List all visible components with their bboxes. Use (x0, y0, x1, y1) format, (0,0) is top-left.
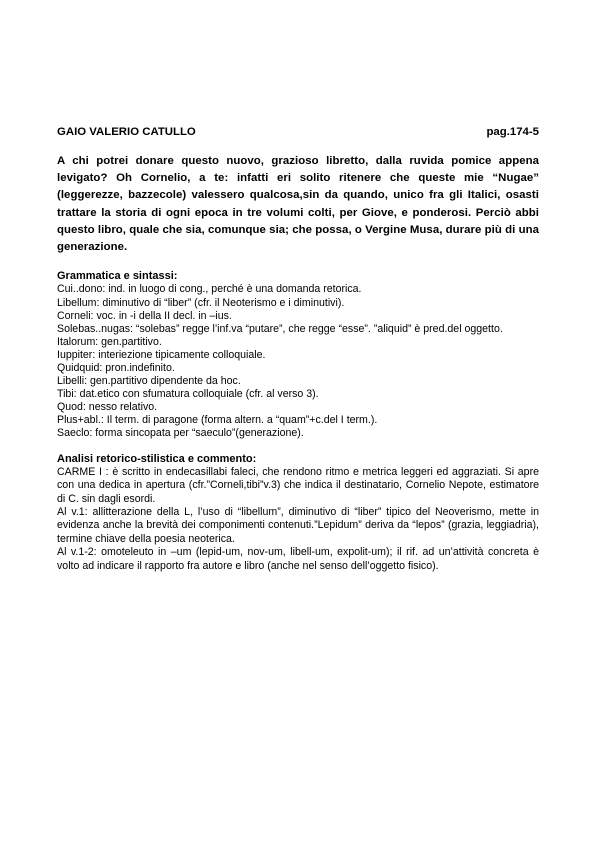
grammar-note: Tibi: dat.etico con sfumatura colloquiale (cfr. al verso 3). (57, 388, 319, 401)
grammar-note: Quidquid: pron.indefinito. (57, 361, 175, 374)
grammar-note: Corneli: voc. in -i della II decl. in –ius. (57, 309, 232, 322)
grammar-note: Libellum: diminutivo di “liber” (cfr. il Neoterismo e i diminutivi). (57, 296, 345, 309)
grammar-section-title: Grammatica e sintassi: (57, 270, 178, 283)
grammar-note: Iuppiter: interiezione tipicamente colloquiale. (57, 348, 266, 361)
analysis-paragraph: Al v.1: allitterazione della L, l’uso di “libellum”, diminutivo di “liber” tipico del Neoverismo, mette in evidenza anche la brevità dei componimenti contenuti.”Lepidum” deriva da “lepos” (grazia, leggiadria), termine chiave della poesia neoterica. (57, 505, 539, 545)
author-title: GAIO VALERIO CATULLO (57, 126, 196, 138)
grammar-note: Saeclo: forma sincopata per “saeculo”(generazione). (57, 427, 304, 440)
page-reference: pag.174-5 (486, 126, 539, 138)
grammar-note: Plus+abl.: Il term. di paragone (forma altern. a “quam”+c.del I term.). (57, 414, 378, 427)
grammar-note: Cui..dono: ind. in luogo di cong., perché è una domanda retorica. (57, 283, 362, 296)
page-header (57, 125, 539, 139)
analysis-paragraph: CARME I : è scritto in endecasillabi faleci, che rendono ritmo e metrica leggeri ed aggraziati. Si apre con una dedica in apertura (cfr.”Corneli,tibi”v.3) che indica il destinatario, Cornelio Nepote, estimatore di C. sin dagli esordi. (57, 465, 539, 505)
analysis-paragraph: Al v.1-2: omoteleuto in –um (lepid-um, nov-um, libell-um, expolit-um); il rif. ad un’attività concreta è volto ad indicare il rapporto fra autore e libro (anche nel senso dell’oggetto fisico). (57, 546, 539, 572)
grammar-note: Quod: nesso relativo. (57, 401, 158, 414)
grammar-note: Italorum: gen.partitivo. (57, 335, 162, 348)
analysis-section (57, 453, 539, 573)
grammar-note: Libelli: gen.partitivo dipendente da hoc. (57, 375, 241, 388)
translation-paragraph: A chi potrei donare questo nuovo, grazioso libretto, dalla ruvida pomice appena levigato? Oh Cornelio, a te: infatti eri solito ritenere che queste mie “Nugae” (leggerezze, bazzecole) valessero qualcosa,sin da quando, unico fra gli Italici, osasti trattare la storia di ogni epoca in tre volumi colti, per Giove, e ponderosi. Perciò abbi questo libro, quale che sia, comunque sia; che possa, o Vergine Musa, durare più di una generazione. (57, 155, 539, 254)
analysis-section-title: Analisi retorico-stilistica e commento: (57, 452, 257, 465)
page-content (57, 125, 539, 573)
grammar-note: Solebas..nugas: “solebas” regge l’inf.va “putare”, che regge “esse”. ”aliquid” è pred.del oggetto. (57, 322, 503, 335)
grammar-section (57, 270, 539, 440)
